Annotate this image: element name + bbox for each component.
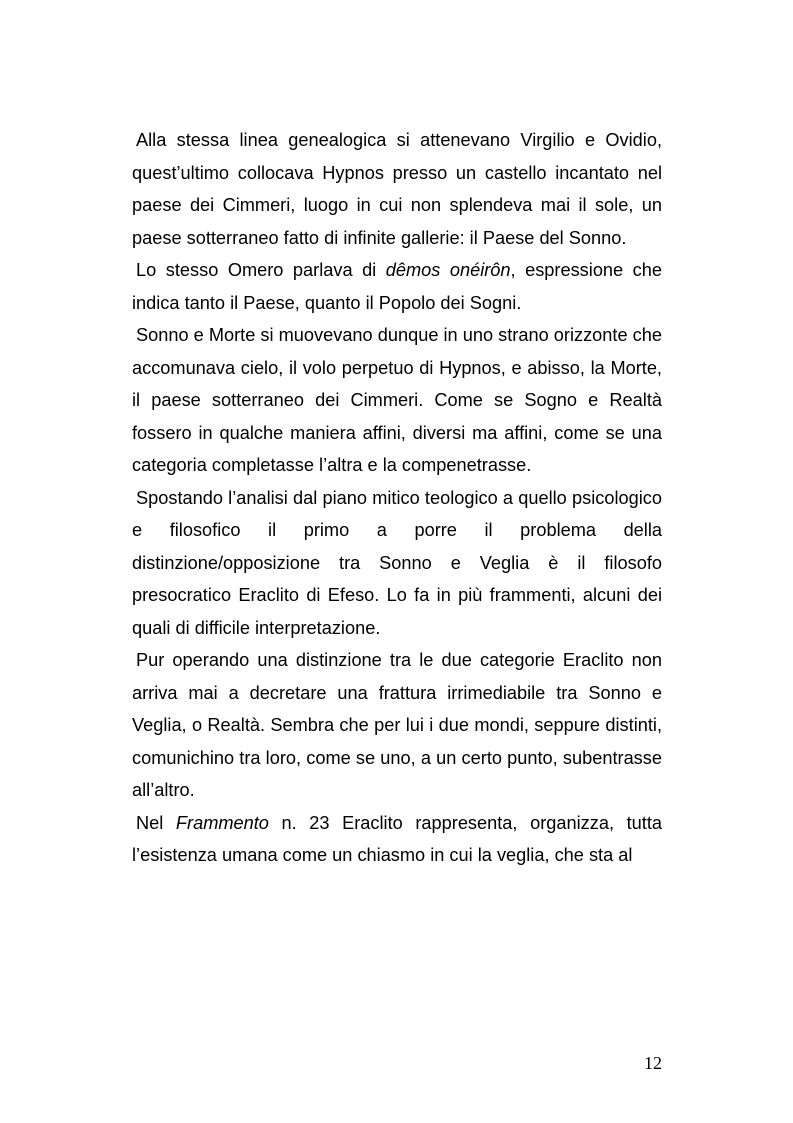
paragraph-5 bbox=[132, 644, 662, 807]
italic-term-frammento: Frammento bbox=[175, 812, 269, 833]
paragraph-2 bbox=[132, 254, 662, 319]
paragraph-2-text-b: , espressione che indica tanto il Paese, quanto il Popolo dei Sogni. bbox=[132, 260, 662, 313]
paragraph-2-text-a: Lo stesso Omero parlava di bbox=[136, 260, 386, 280]
body-text bbox=[132, 124, 662, 872]
paragraph-4 bbox=[132, 482, 662, 645]
paragraph-3-text: Sonno e Morte si muovevano dunque in uno strano orizzonte che accomunava cielo, il volo perpetuo di Hypnos, e abisso, la Morte, il paese sotterraneo dei Cimmeri. Come se Sogno e Realtà fossero in qualche maniera affini, diversi ma affini, come se una categoria completasse l’altra e la compenetrasse. bbox=[132, 325, 662, 475]
italic-term-demos-oneiron: dêmos onéirôn bbox=[385, 260, 511, 280]
paragraph-6-text-a: Nel bbox=[136, 812, 176, 833]
paragraph-1-text: Alla stessa linea genealogica si attenevano Virgilio e Ovidio, quest’ultimo collocava Hypnos presso un castello incantato nel paese dei Cimmeri, luogo in cui non splendeva mai il sole, un paese sotterraneo fatto di infinite gallerie: il Paese del Sonno. bbox=[132, 130, 662, 248]
paragraph-5-text: Pur operando una distinzione tra le due categorie Eraclito non arriva mai a decretare una frattura irrimediabile tra Sonno e Veglia, o Realtà. Sembra che per lui i due mondi, seppure distinti, comunichino tra loro, come se uno, a un certo punto, subentrasse all’altro. bbox=[132, 650, 662, 800]
paragraph-4-text: Spostando l’analisi dal piano mitico teologico a quello psicologico e filosofico il primo a porre il problema della distinzione/opposizione tra Sonno e Veglia è il filosofo presocratico Eraclito di Efeso. Lo fa in più frammenti, alcuni dei quali di difficile interpretazione. bbox=[132, 487, 662, 638]
paragraph-1 bbox=[132, 124, 662, 254]
paragraph-6 bbox=[132, 807, 662, 872]
paragraph-3 bbox=[132, 319, 662, 482]
paragraph-6-text-b: n. 23 Eraclito rappresenta, organizza, tutta l’esistenza umana come un chiasmo in cui la veglia, che sta al bbox=[132, 812, 662, 865]
page-number: 12 bbox=[644, 1053, 662, 1073]
